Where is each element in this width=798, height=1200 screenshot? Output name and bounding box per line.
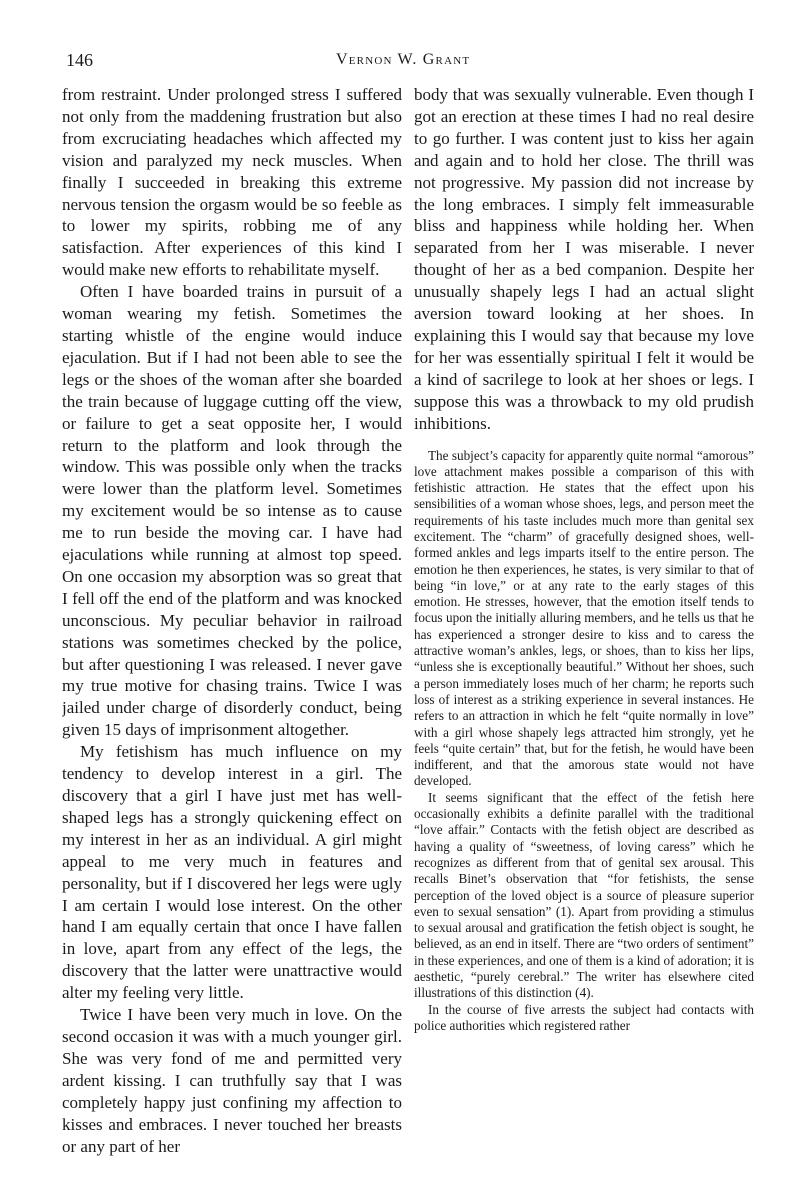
commentary-block <box>414 448 754 1035</box>
running-head: Vernon W. Grant <box>336 51 471 68</box>
paragraph-trains: Often I have boarded trains in pursuit of a woman wearing my fetish. Sometimes the starting whistle of the engine would induce ejaculation. But if I had not been able to see the legs or the shoes of the woman after she boarded the train because of luggage cutting off the view, or failure to get a seat opposite her, I would return to the platform and look through the window. This was possible only when the tracks were lower than the platform level. Sometimes my excitement would be so intense as to cause me to run beside the moving car. I have had ejaculations while running at almost top speed. On one occasion my absorption was so great that I fell off the end of the platform and was knocked unconscious. My peculiar behavior in railroad stations was sometimes checked by the police, but after questioning I was released. I never gave my true motive for chasing trains. Twice I was jailed under charge of disorderly conduct, being given 15 days of imprisonment altogether. <box>62 282 402 740</box>
commentary-paragraph-amorous: The subject’s capacity for apparently quite normal “amorous” love attachment makes possible a comparison of this with fetishistic attraction. He states that the effect upon his sensibilities of a woman whose shoes, legs, and person meet the requirements of his taste includes much more than genital sex excitement. The “charm” of gracefully designed shoes, well-formed ankles and legs imparts itself to the entire person. The emotion he then experiences, he states, is very similar to that of being “in love,” or at any rate to the early stages of this emotion. He stresses, however, that the emotion itself tends to focus upon the initially alluring members, and he tells us that he has experienced a stronger desire to kiss and to caress the attractive woman’s ankles, legs, or shoes, than to kiss her lips, “unless she is exceptionally beautiful.” Without her shoes, such a person immediately loses much of her charm; he reports such loss of interest as a striking experience in several instances. He refers to an attraction in which he felt “quite normally in love” with a girl whose shapely legs attracted him strongly, yet he feels “quite certain” that, but for the fetish, he would have been indifferent, and that the amorous state would not have developed. <box>414 447 754 789</box>
page-header <box>66 50 736 76</box>
commentary-paragraph-parallel: It seems significant that the effect of the fetish here occasionally exhibits a definite parallel with the traditional “love affair.” Contacts with the fetish object are described as having a quality of “sweetness, of loving caress” which he recognizes as different from that of genital sex arousal. This recalls Binet’s observation that “for fetishists, the sense perception of the loved object is a source of pleasure superior even to sexual sensation” (1). Apart from providing a stimulus to sexual arousal and gratification the fetish object is sought, he believed, as an end in itself. There are “two orders of sentiment” in these experiences, and one of them is a kind of adoration; it is aesthetic, “purely cerebral.” The writer has elsewhere cited illustrations of this distinction (4). <box>414 789 754 1001</box>
left-column <box>62 84 402 1184</box>
paragraph-in-love: Twice I have been very much in love. On the second occasion it was with a much younger girl. She was very fond of me and permitted very ardent kissing. I can truthfully say that I was completely happy just confining my affection to kisses and embraces. I never touched her breasts or any part of her <box>62 1005 402 1156</box>
right-column <box>414 84 754 1184</box>
paragraph-body-continued: body that was sexually vulnerable. Even though I got an erection at these times I had no real desire to go further. I was content just to kiss her again and again and to hold her close. The thrill was not progressive. My passion did not increase by the long embraces. I simply felt immeasurable bliss and happiness while holding her. When separated from her I was miserable. I never thought of her as a bed companion. Despite her unusually shapely legs I had an actual slight aversion toward looking at her shoes. In explaining this I would say that because my love for her was essentially spiritual I felt it would be a kind of sacrilege to look at her shoes or legs. I suppose this was a throwback to my old prudish inhibitions. <box>414 85 754 433</box>
commentary-paragraph-arrests: In the course of five arrests the subject had contacts with police authorities which registered rather <box>414 1001 754 1033</box>
paragraph-fetishism-interest: My fetishism has much influence on my tendency to develop interest in a girl. The discovery that a girl I have just met has well-shaped legs has a strongly quickening effect on my interest in her as an individual. A girl might appeal to me very much in features and personality, but if I discovered her legs were ugly I am certain I would lose interest. On the other hand I am equally certain that once I have fallen in love, apart from any effect of the legs, the discovery that the latter were unattractive would alter my feeling very little. <box>62 742 402 1003</box>
paragraph-continued: from restraint. Under prolonged stress I suffered not only from the maddening frustration but also from excruciating headaches which affected my vision and paralyzed my neck muscles. When finally I succeeded in breaking this extreme nervous tension the orgasm would be so feeble as to lower my spirits, robbing me of any satisfaction. After experiences of this kind I would make new efforts to rehabilitate myself. <box>62 85 402 280</box>
page-number: 146 <box>66 50 93 70</box>
